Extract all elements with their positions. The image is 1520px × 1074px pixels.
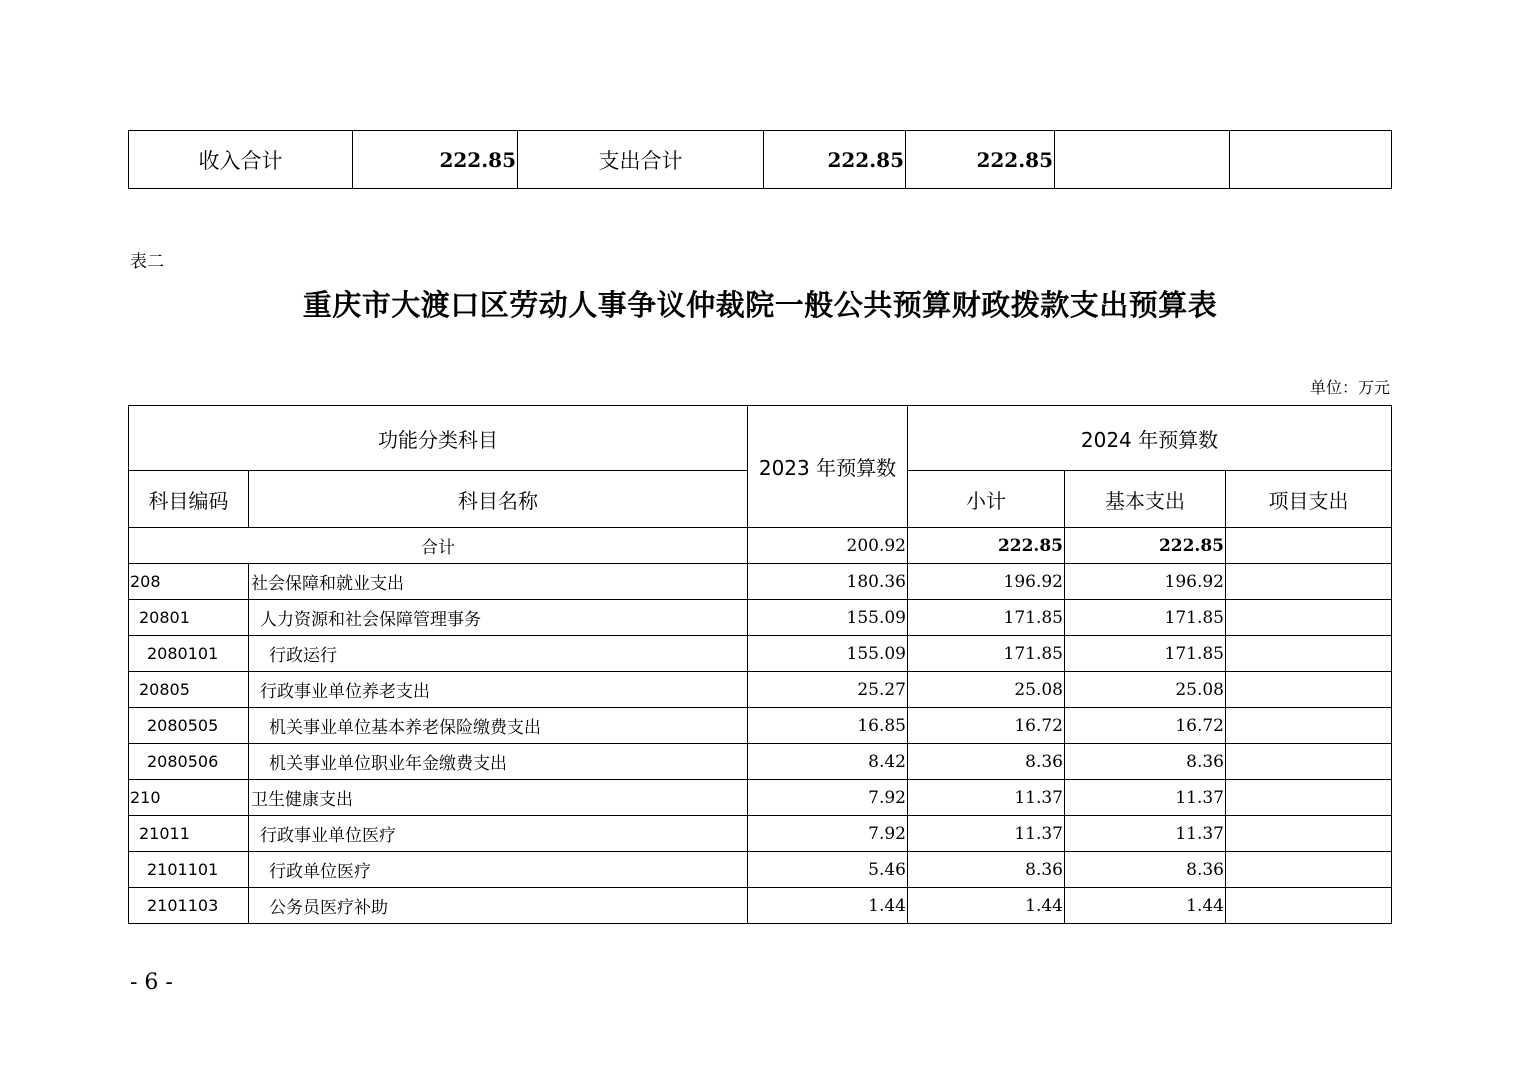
subject-code: 2080506 xyxy=(129,744,249,780)
subject-name: 行政运行 xyxy=(249,636,748,672)
budget-table xyxy=(128,405,1392,924)
project-value xyxy=(1226,780,1392,816)
project-value xyxy=(1226,744,1392,780)
basic-value: 25.08 xyxy=(1065,672,1226,708)
basic-value: 11.37 xyxy=(1065,780,1226,816)
basic-value: 11.37 xyxy=(1065,816,1226,852)
subject-name: 人力资源和社会保障管理事务 xyxy=(249,600,748,636)
header-row-1 xyxy=(129,406,1392,471)
income-total-value: 222.85 xyxy=(353,131,518,189)
project-value xyxy=(1226,600,1392,636)
header-budget-2023: 2023 年预算数 xyxy=(748,406,908,528)
subject-name: 行政事业单位养老支出 xyxy=(249,672,748,708)
summary-empty-cell xyxy=(1230,131,1392,189)
basic-value: 8.36 xyxy=(1065,852,1226,888)
budget-2023-value: 25.27 xyxy=(748,672,908,708)
project-value xyxy=(1226,852,1392,888)
page-number: - 6 - xyxy=(130,970,173,995)
table-row xyxy=(129,600,1392,636)
basic-value: 171.85 xyxy=(1065,600,1226,636)
budget-2023-value: 16.85 xyxy=(748,708,908,744)
unit-label: 单位：万元 xyxy=(1309,378,1390,397)
table-row xyxy=(129,816,1392,852)
basic-value: 196.92 xyxy=(1065,564,1226,600)
subject-code: 210 xyxy=(129,780,249,816)
total-project xyxy=(1226,528,1392,564)
subject-code: 21011 xyxy=(129,816,249,852)
subtotal-value: 11.37 xyxy=(908,816,1065,852)
subject-name: 行政单位医疗 xyxy=(249,852,748,888)
subject-name: 社会保障和就业支出 xyxy=(249,564,748,600)
expense-total-label: 支出合计 xyxy=(518,131,764,189)
budget-2023-value: 5.46 xyxy=(748,852,908,888)
subtotal-value: 25.08 xyxy=(908,672,1065,708)
subject-code: 20801 xyxy=(129,600,249,636)
header-name: 科目名称 xyxy=(249,471,748,528)
table-row xyxy=(129,780,1392,816)
total-basic: 222.85 xyxy=(1065,528,1226,564)
summary-empty-cell xyxy=(1055,131,1230,189)
total-row xyxy=(129,528,1392,564)
budget-2023-value: 155.09 xyxy=(748,600,908,636)
subject-name: 卫生健康支出 xyxy=(249,780,748,816)
subject-code: 2080101 xyxy=(129,636,249,672)
table-row xyxy=(129,636,1392,672)
budget-2023-value: 180.36 xyxy=(748,564,908,600)
expense-total-value: 222.85 xyxy=(764,131,906,189)
header-subtotal: 小计 xyxy=(908,471,1065,528)
basic-value: 171.85 xyxy=(1065,636,1226,672)
budget-2023-value: 7.92 xyxy=(748,780,908,816)
page-title: 重庆市大渡口区劳动人事争议仲裁院一般公共预算财政拨款支出预算表 xyxy=(302,288,1218,322)
subtotal-value: 8.36 xyxy=(908,852,1065,888)
table-row xyxy=(129,744,1392,780)
header-basic: 基本支出 xyxy=(1065,471,1226,528)
project-value xyxy=(1226,564,1392,600)
header-budget-2024: 2024 年预算数 xyxy=(908,406,1392,471)
project-value xyxy=(1226,816,1392,852)
subject-name: 行政事业单位医疗 xyxy=(249,816,748,852)
budget-2023-value: 8.42 xyxy=(748,744,908,780)
project-value xyxy=(1226,636,1392,672)
subtotal-value: 16.72 xyxy=(908,708,1065,744)
table-tag: 表二 xyxy=(130,252,164,272)
subject-name: 机关事业单位基本养老保险缴费支出 xyxy=(249,708,748,744)
subject-code: 208 xyxy=(129,564,249,600)
budget-2023-value: 7.92 xyxy=(748,816,908,852)
table-row xyxy=(129,888,1392,924)
project-value xyxy=(1226,672,1392,708)
subtotal-value: 8.36 xyxy=(908,744,1065,780)
total-2023: 200.92 xyxy=(748,528,908,564)
summary-table xyxy=(128,130,1392,189)
table-row xyxy=(129,564,1392,600)
subject-code: 2101101 xyxy=(129,852,249,888)
header-code: 科目编码 xyxy=(129,471,249,528)
basic-value: 16.72 xyxy=(1065,708,1226,744)
header-function-category: 功能分类科目 xyxy=(129,406,748,471)
header-project: 项目支出 xyxy=(1226,471,1392,528)
project-value xyxy=(1226,888,1392,924)
subject-code: 20805 xyxy=(129,672,249,708)
income-total-label: 收入合计 xyxy=(129,131,353,189)
subtotal-value: 171.85 xyxy=(908,636,1065,672)
total-subtotal: 222.85 xyxy=(908,528,1065,564)
table-row xyxy=(129,852,1392,888)
total-label: 合计 xyxy=(129,528,748,564)
basic-value: 1.44 xyxy=(1065,888,1226,924)
basic-value: 8.36 xyxy=(1065,744,1226,780)
summary-row xyxy=(129,131,1392,189)
project-value xyxy=(1226,708,1392,744)
subtotal-value: 196.92 xyxy=(908,564,1065,600)
table-row xyxy=(129,708,1392,744)
subject-name: 机关事业单位职业年金缴费支出 xyxy=(249,744,748,780)
budget-2023-value: 1.44 xyxy=(748,888,908,924)
subtotal-value: 11.37 xyxy=(908,780,1065,816)
expense-basic-value: 222.85 xyxy=(906,131,1055,189)
subject-name: 公务员医疗补助 xyxy=(249,888,748,924)
subject-code: 2101103 xyxy=(129,888,249,924)
budget-2023-value: 155.09 xyxy=(748,636,908,672)
subtotal-value: 1.44 xyxy=(908,888,1065,924)
subject-code: 2080505 xyxy=(129,708,249,744)
subtotal-value: 171.85 xyxy=(908,600,1065,636)
table-row xyxy=(129,672,1392,708)
